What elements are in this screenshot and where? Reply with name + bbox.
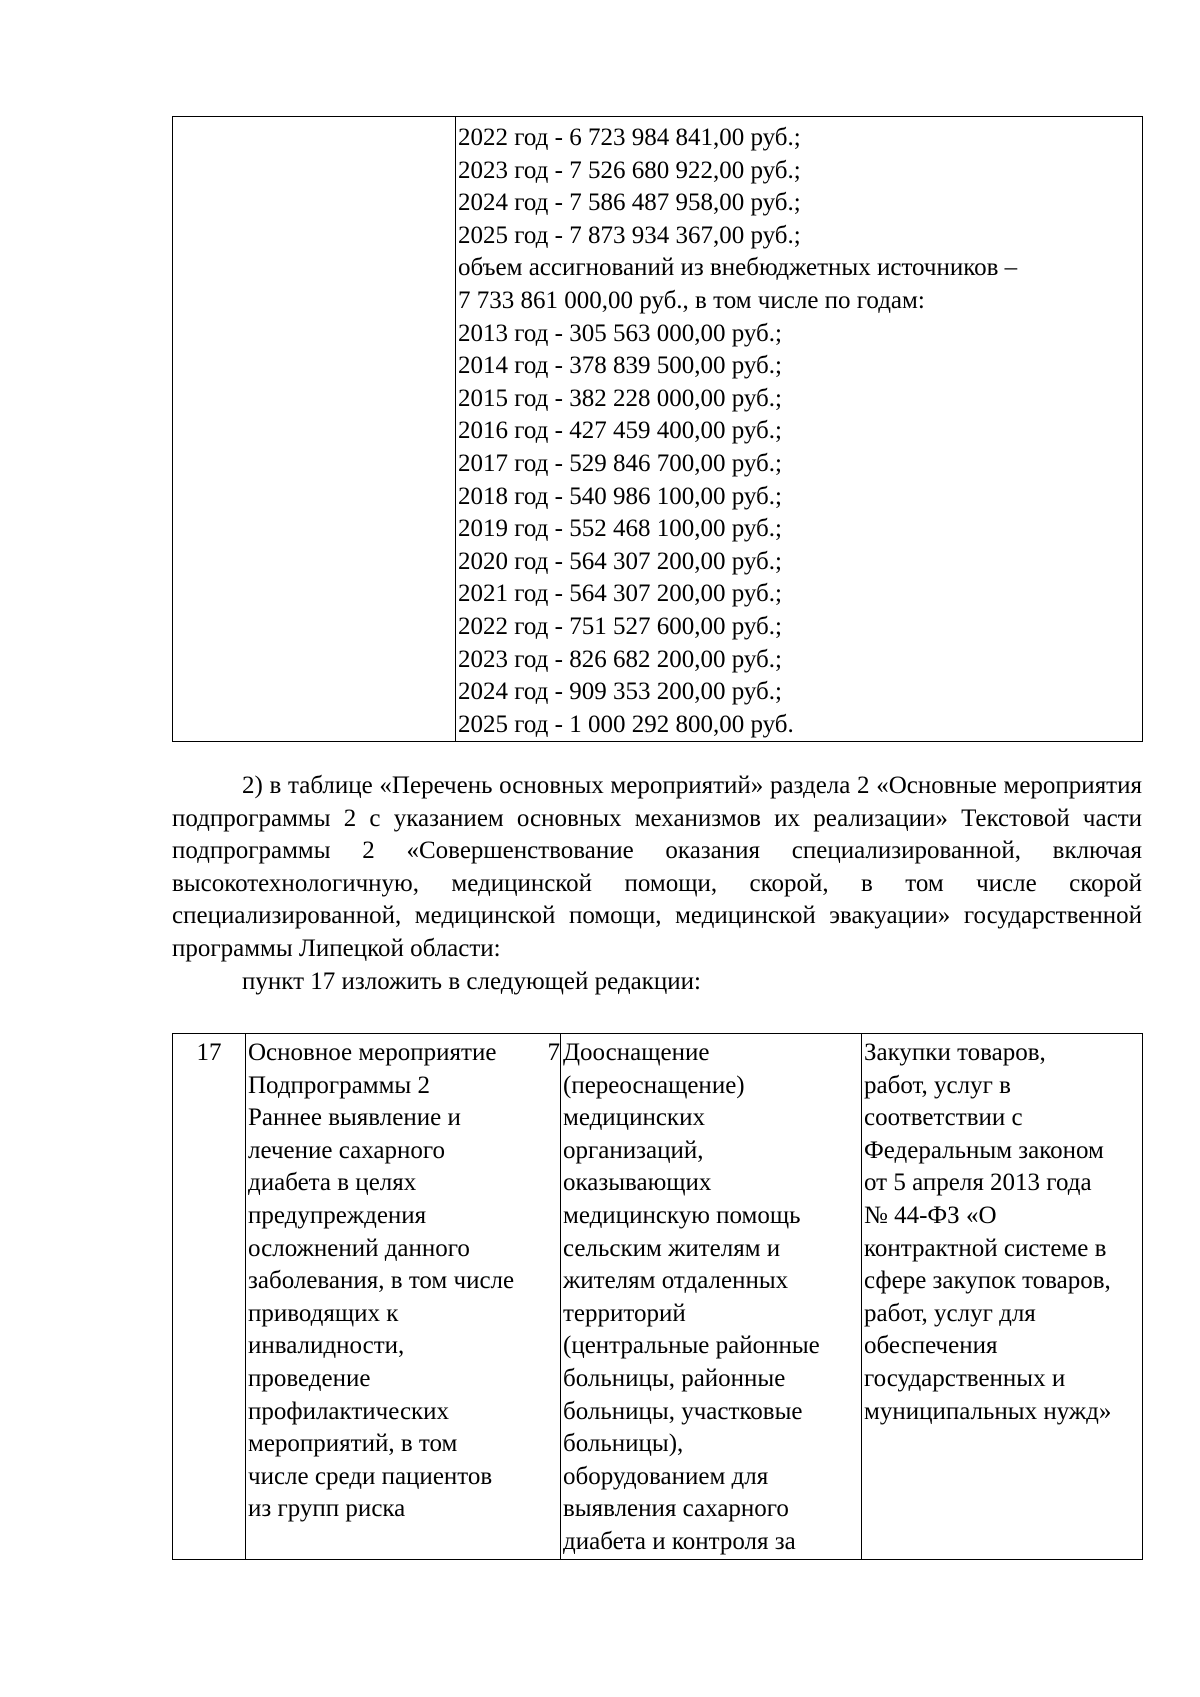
funding-line: 2021 год - 564 307 200,00 руб.; — [458, 580, 782, 608]
mechanism-line: Закупки товаров, — [864, 1039, 1046, 1066]
measure-content-line: (переоснащение) — [563, 1071, 745, 1099]
item-instruction: пункт 17 изложить в следующей редакции: — [242, 968, 701, 995]
measure-name-first-line — [248, 1037, 560, 1070]
funding-line: 2015 год - 382 228 000,00 руб.; — [458, 384, 782, 412]
mechanism-line: государственных и — [864, 1364, 1066, 1392]
measure-name-line: из групп риска — [248, 1495, 406, 1523]
measure-name-line: приводящих к — [248, 1299, 399, 1327]
measure-content-line: выявления сахарного — [563, 1495, 789, 1523]
mechanism-line: соответствии с — [864, 1104, 1023, 1132]
mechanism-line: от 5 апреля 2013 года — [864, 1169, 1092, 1197]
funding-table — [172, 116, 1143, 742]
item-number: 17 — [196, 1039, 222, 1066]
measure-name-cell — [246, 1034, 561, 1560]
measure-name-line: Раннее выявление и — [248, 1104, 461, 1132]
measure-content-line: медицинскую помощь — [563, 1201, 801, 1229]
mechanism-line: Федеральным законом — [864, 1136, 1104, 1164]
mechanism-line: обеспечения — [864, 1332, 998, 1360]
funding-line: 2024 год - 909 353 200,00 руб.; — [458, 678, 782, 706]
measure-content-line: больницы, участковые — [563, 1397, 803, 1425]
funding-line: 7 733 861 000,00 руб., в том числе по годам: — [458, 286, 925, 314]
mechanism-line: работ, услуг для — [864, 1299, 1036, 1327]
funding-table-values-cell — [456, 117, 1143, 742]
measure-content-line: больницы, районные — [563, 1364, 786, 1392]
measure-name-line: числе среди пациентов — [248, 1462, 493, 1490]
measure-name-line: профилактических — [248, 1397, 450, 1425]
funding-line: 2019 год - 552 468 100,00 руб.; — [458, 515, 782, 543]
mechanism-line: муниципальных нужд» — [864, 1397, 1112, 1425]
measure-content-line: оборудованием для — [563, 1462, 769, 1490]
funding-line: 2025 год - 1 000 292 800,00 руб. — [458, 710, 794, 738]
measure-content-line: территорий — [563, 1299, 686, 1327]
mechanism-line: работ, услуг в — [864, 1071, 1011, 1099]
measure-name-line: предупреждения — [248, 1201, 427, 1229]
measure-name-line: мероприятий, в том — [248, 1430, 458, 1458]
measure-name-first-left: Основное мероприятие — [248, 1039, 497, 1066]
measure-name-line: Подпрограммы 2 — [248, 1071, 430, 1099]
mechanism-cell — [862, 1034, 1143, 1560]
funding-line: 2022 год - 6 723 984 841,00 руб.; — [458, 124, 801, 151]
body-paragraph: 2) в таблице «Перечень основных мероприятий» раздела 2 «Основные мероприятия подпрограммы 2 с указанием основных механизмов их реализации» Текстовой части подпрограммы 2 «Совершенствование оказания специализированной, включая высокотехнологичную, медицинской помощи, скорой, в том числе скорой специализированной, медицинской помощи, медицинской эвакуации» государственной программы Липецкой области: — [172, 772, 1142, 962]
table-row — [173, 1034, 1143, 1560]
funding-line: 2016 год - 427 459 400,00 руб.; — [458, 417, 782, 445]
measure-content-line: (центральные районные — [563, 1332, 820, 1360]
funding-line: 2025 год - 7 873 934 367,00 руб.; — [458, 221, 801, 249]
funding-line: 2023 год - 7 526 680 922,00 руб.; — [458, 156, 801, 184]
measures-table — [172, 1033, 1143, 1560]
measure-content-line: оказывающих — [563, 1169, 712, 1197]
mechanism-line: № 44-ФЗ «О — [864, 1201, 997, 1229]
measure-name-line: инвалидности, — [248, 1332, 405, 1360]
mechanism-line: контрактной системе в — [864, 1234, 1107, 1262]
funding-line: 2014 год - 378 839 500,00 руб.; — [458, 352, 782, 380]
measure-name-line: лечение сахарного — [248, 1136, 445, 1164]
funding-line: 2023 год - 826 682 200,00 руб.; — [458, 645, 782, 673]
mechanism-line: сфере закупок товаров, — [864, 1267, 1111, 1295]
measure-content-line: жителям отдаленных — [563, 1267, 789, 1295]
measure-name-line: осложнений данного — [248, 1234, 470, 1262]
measure-name-line: проведение — [248, 1364, 371, 1392]
funding-line: 2020 год - 564 307 200,00 руб.; — [458, 547, 782, 575]
measure-content-line: сельским жителям и — [563, 1234, 781, 1262]
measure-content-cell — [561, 1034, 862, 1560]
funding-table-empty-cell — [173, 117, 456, 742]
measure-content-line: диабета и контроля за — [563, 1527, 796, 1555]
funding-line: 2024 год - 7 586 487 958,00 руб.; — [458, 189, 801, 217]
funding-line: 2018 год - 540 986 100,00 руб.; — [458, 482, 782, 510]
measure-content-line: медицинских — [563, 1104, 705, 1132]
measure-content-line: больницы), — [563, 1430, 684, 1458]
measure-name-first-right: 7 — [547, 1039, 560, 1066]
measure-name-line: диабета в целях — [248, 1169, 417, 1197]
measure-content-line: организаций, — [563, 1136, 704, 1164]
measure-name-line: заболевания, в том числе — [248, 1267, 515, 1295]
funding-line: 2022 год - 751 527 600,00 руб.; — [458, 612, 782, 640]
measure-content-line: Дооснащение — [563, 1039, 710, 1066]
item-number-cell — [173, 1034, 246, 1560]
funding-line: 2017 год - 529 846 700,00 руб.; — [458, 449, 782, 477]
funding-line: объем ассигнований из внебюджетных источников – — [458, 254, 1018, 282]
funding-line: 2013 год - 305 563 000,00 руб.; — [458, 319, 782, 347]
